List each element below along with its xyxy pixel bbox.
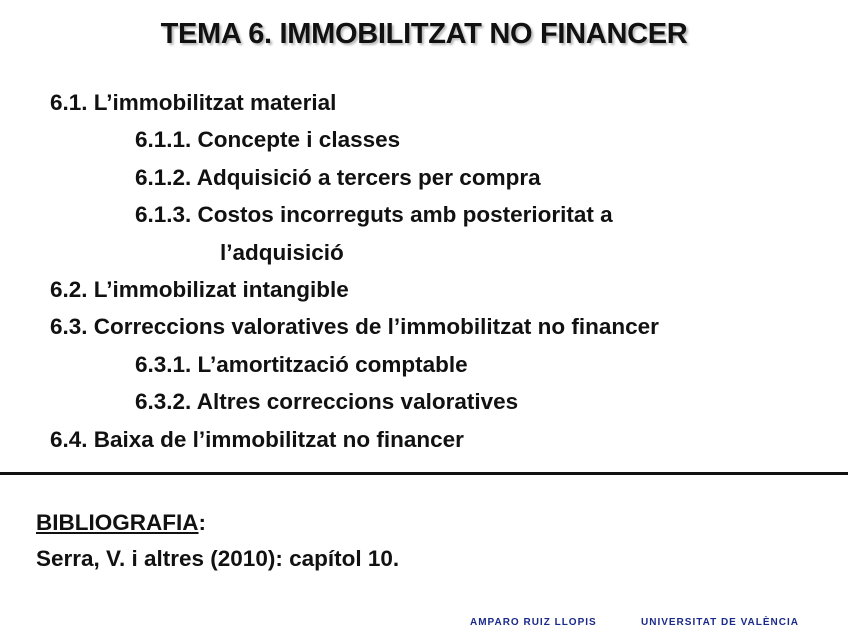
toc-item-6-3-1: 6.3.1. L’amortització comptable — [135, 351, 468, 377]
footer-university: UNIVERSITAT DE VALÈNCIA — [641, 617, 800, 628]
toc-item-6-4: 6.4. Baixa de l’immobilitzat no financer — [50, 426, 464, 452]
bibliography-reference: Serra, V. i altres (2010): capítol 10. — [36, 546, 400, 571]
bibliography-heading — [36, 505, 399, 541]
bibliography-section — [36, 505, 399, 577]
toc-item-6-1-2: 6.1.2. Adquisició a tercers per compra — [135, 164, 541, 190]
toc-item-6-3-2: 6.3.2. Altres correccions valoratives — [135, 389, 519, 415]
bibliography-heading-label: BIBLIOGRAFIA — [36, 510, 199, 535]
toc-item-6-1-3-continuation: l’adquisició — [220, 239, 344, 265]
table-of-contents — [0, 84, 848, 458]
toc-item-6-3: 6.3. Correccions valoratives de l’immobilitzat no financer — [50, 314, 659, 340]
bibliography-heading-colon: : — [198, 510, 206, 535]
toc-item-6-1-3: 6.1.3. Costos incorreguts amb posterioritat a — [135, 202, 613, 228]
toc-item-6-1: 6.1. L’immobilitzat material — [50, 90, 337, 115]
toc-item-6-2: 6.2. L’immobilizat intangible — [50, 277, 349, 303]
horizontal-divider — [0, 472, 848, 475]
slide-title: TEMA 6. IMMOBILITZAT NO FINANCER — [160, 18, 688, 50]
footer-author: AMPARO RUIZ LLOPIS — [470, 617, 597, 628]
toc-item-6-1-1: 6.1.1. Concepte i classes — [135, 127, 401, 153]
